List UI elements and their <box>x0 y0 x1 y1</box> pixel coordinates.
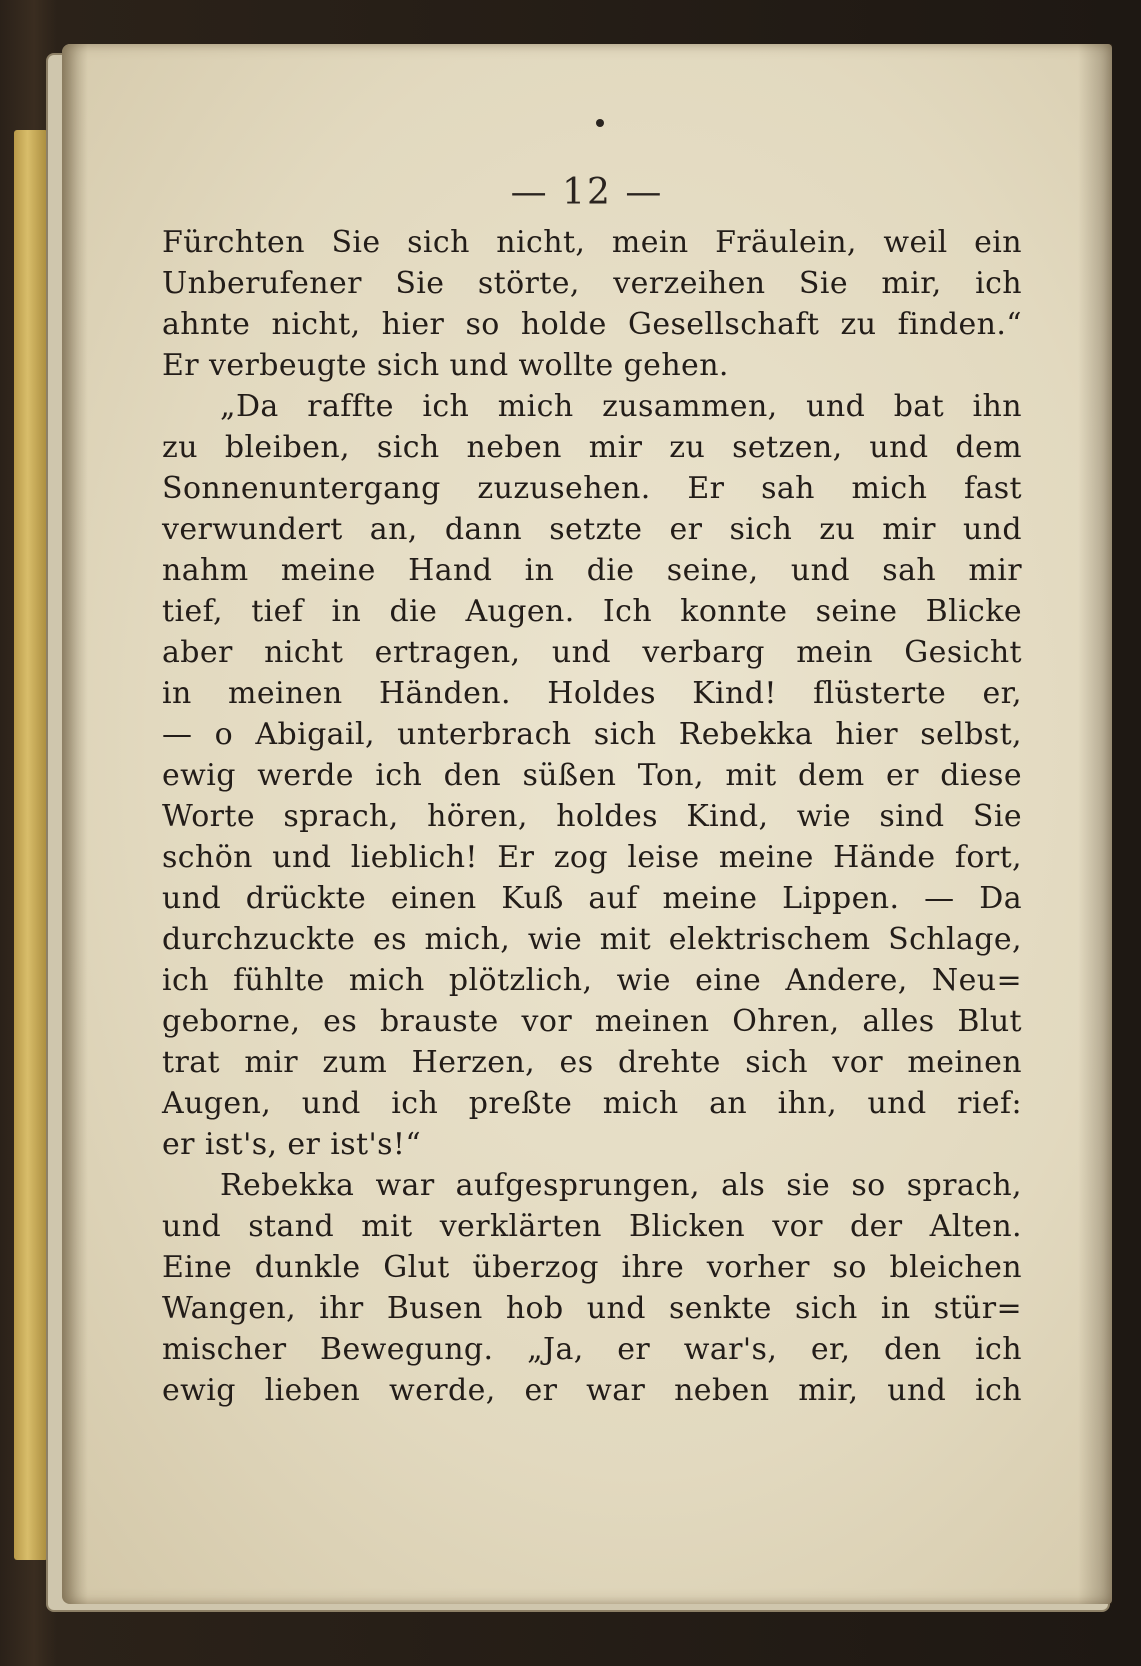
text-line-14: ewig werde ich den süßen Ton, mit dem er diese <box>162 758 1022 793</box>
text-line-28: mischer Bewegung. „Ja, er war's, er, den ich <box>162 1332 1022 1367</box>
ink-dot <box>596 119 604 127</box>
page-number: — 12 — <box>510 172 664 213</box>
text-line-17: und drückte einen Kuß auf meine Lippen. — Da <box>162 881 1022 916</box>
text-line-25: und stand mit verklärten Blicken vor der Alten. <box>162 1209 1022 1244</box>
text-line-7: Sonnenuntergang zuzusehen. Er sah mich fast <box>162 471 1022 506</box>
text-line-27: Wangen, ihr Busen hob und senkte sich in stür= <box>162 1291 1022 1326</box>
text-line-5: „Da raffte ich mich zusammen, und bat ihn <box>220 389 1022 424</box>
book-page <box>62 44 1112 1604</box>
text-line-20: geborne, es brauste vor meinen Ohren, alles Blut <box>162 1004 1022 1039</box>
text-line-16: schön und lieblich! Er zog leise meine Hände fort, <box>162 840 1022 875</box>
text-line-13: — o Abigail, unterbrach sich Rebekka hier selbst, <box>162 717 1022 752</box>
text-line-22: Augen, und ich preßte mich an ihn, und rief: <box>162 1086 1022 1121</box>
text-line-15: Worte sprach, hören, holdes Kind, wie sind Sie <box>162 799 1022 834</box>
gutter-shadow <box>62 44 88 1604</box>
text-line-9: nahm meine Hand in die seine, und sah mir <box>162 553 1022 588</box>
text-line-6: zu bleiben, sich neben mir zu setzen, und dem <box>162 430 1022 465</box>
text-line-2: Unberufener Sie störte, verzeihen Sie mir, ich <box>162 266 1022 301</box>
text-line-29: ewig lieben werde, er war neben mir, und ich <box>162 1373 1022 1408</box>
body-text <box>162 222 1022 1411</box>
text-line-19: ich fühlte mich plötzlich, wie eine Andere, Neu= <box>162 963 1022 998</box>
text-line-18: durchzuckte es mich, wie mit elektrischem Schlage, <box>162 922 1022 957</box>
page-edge-shadow <box>1078 44 1112 1604</box>
text-line-8: verwundert an, dann setzte er sich zu mir und <box>162 512 1022 547</box>
text-line-26: Eine dunkle Glut überzog ihre vorher so bleichen <box>162 1250 1022 1285</box>
text-line-1: Fürchten Sie sich nicht, mein Fräulein, weil ein <box>162 225 1022 260</box>
text-line-23: er ist's, er ist's!“ <box>162 1127 422 1162</box>
text-line-4: Er verbeugte sich und wollte gehen. <box>162 348 729 383</box>
text-line-11: aber nicht ertragen, und verbarg mein Gesicht <box>162 635 1022 670</box>
text-line-10: tief, tief in die Augen. Ich konnte seine Blicke <box>162 594 1022 629</box>
text-line-3: ahnte nicht, hier so holde Gesellschaft zu finden.“ <box>162 307 1022 342</box>
gilded-page-edge <box>14 130 48 1560</box>
text-line-24: Rebekka war aufgesprungen, als sie so sprach, <box>220 1168 1022 1203</box>
text-line-21: trat mir zum Herzen, es drehte sich vor meinen <box>162 1045 1022 1080</box>
text-line-12: in meinen Händen. Holdes Kind! flüsterte er, <box>162 676 1022 711</box>
